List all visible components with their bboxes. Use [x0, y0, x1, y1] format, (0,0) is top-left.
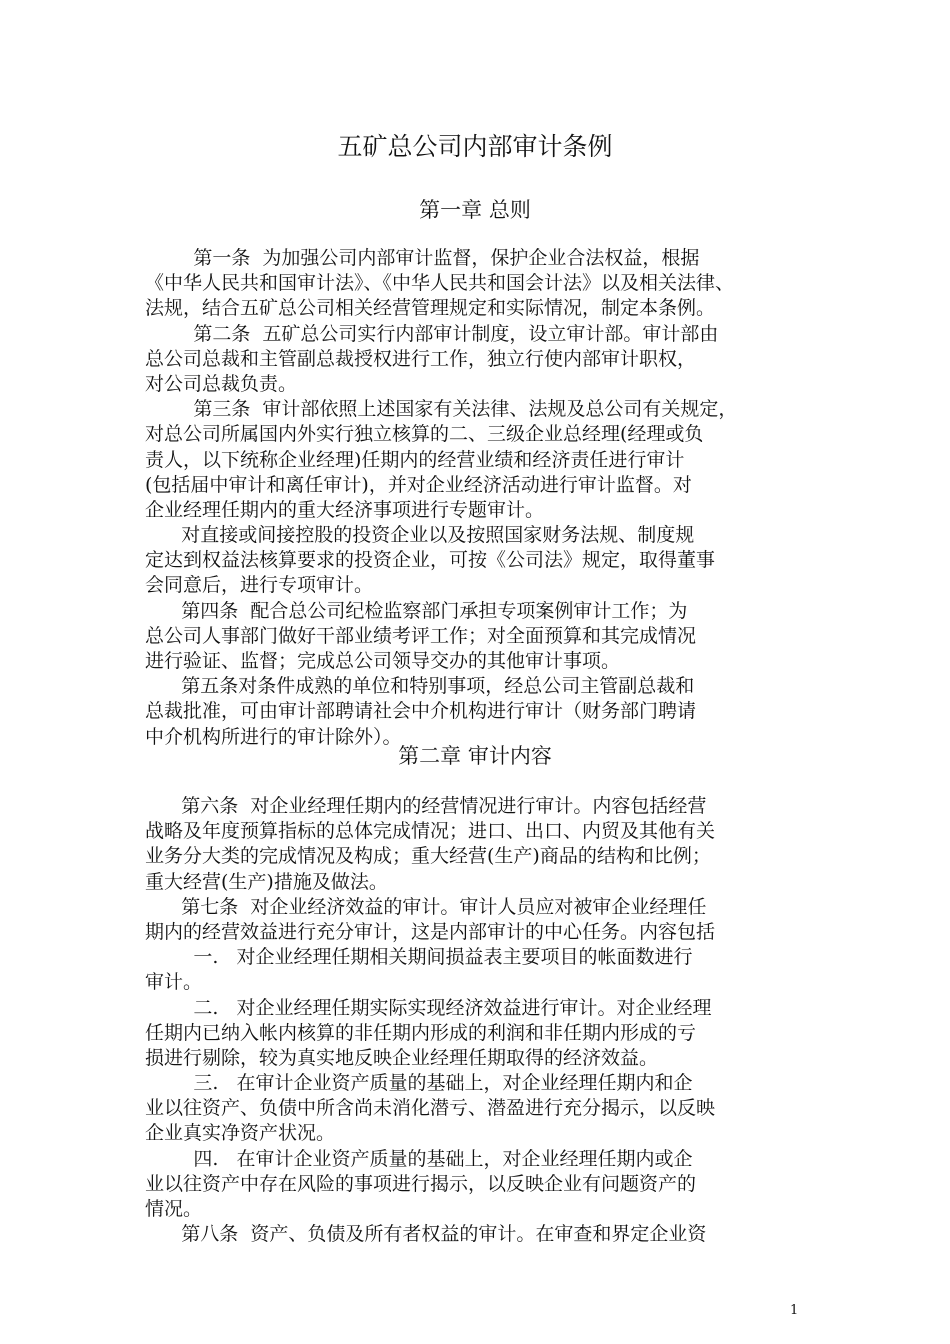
text-line: 第一条 为加强公司内部审计监督，保护企业合法权益，根据 — [145, 247, 700, 269]
chapter-2-body — [145, 794, 815, 1247]
text-line: 第四条 配合总公司纪检监察部门承担专项案例审计工作；为 — [145, 599, 688, 622]
chapter-1-body — [145, 246, 815, 750]
text-line: 第二条 五矿总公司实行内部审计制度，设立审计部。审计部由 — [145, 322, 719, 345]
text-line: 二. 对企业经理任期实际实现经济效益进行审计。对企业经理 — [145, 996, 712, 1019]
text-line: 四. 在审计企业资产质量的基础上，对企业经理任期内或企 — [145, 1147, 693, 1170]
text-line: 进行验证、监督；完成总公司领导交办的其他审计事项。 — [145, 650, 621, 672]
chapter-2-heading: 第二章 审计内容 — [398, 744, 552, 768]
text-line: 总公司人事部门做好干部业绩考评工作；对全面预算和其完成情况 — [145, 624, 697, 647]
text-line: 对总公司所属国内外实行独立核算的二、三级企业总经理(经理或负 — [145, 423, 704, 446]
document-title: 五矿总公司内部审计条例 — [337, 132, 613, 161]
text-line: (包括届中审计和离任审计)，并对企业经济活动进行审计监督。对 — [145, 473, 692, 496]
text-line: 第七条 对企业经济效益的审计。审计人员应对被审企业经理任 — [145, 895, 707, 918]
text-line: 总裁批准，可由审计部聘请社会中介机构进行审计（财务部门聘请 — [145, 700, 697, 723]
text-line: 总公司总裁和主管副总裁授权进行工作，独立行使内部审计职权， — [145, 347, 697, 370]
text-line: 三. 在审计企业资产质量的基础上，对企业经理任期内和企 — [145, 1072, 693, 1095]
text-line: 战略及年度预算指标的总体完成情况；进口、出口、内贸及其他有关 — [145, 820, 716, 843]
text-line: 中介机构所进行的审计除外）。 — [145, 725, 402, 748]
text-line: 法规，结合五矿总公司相关经营管理规定和实际情况，制定本条例。 — [145, 297, 716, 320]
page-number: 1 — [790, 1303, 799, 1318]
text-line: 业务分大类的完成情况及构成；重大经营(生产)商品的结构和比例； — [145, 845, 711, 868]
text-line: 审计。 — [145, 971, 203, 994]
text-line: 业以往资产、负债中所含尚未消化潜亏、潜盈进行充分揭示，以反映 — [145, 1097, 716, 1120]
text-line: 定达到权益法核算要求的投资企业，可按《公司法》规定，取得董事 — [145, 549, 716, 572]
text-line: 责人，以下统称企业经理)任期内的经营业绩和经济责任进行审计 — [145, 448, 685, 471]
text-line: 一. 对企业经理任期相关期间损益表主要项目的帐面数进行 — [145, 946, 693, 969]
text-line: 情况。 — [145, 1198, 203, 1220]
text-line: 任期内已纳入帐内核算的非任期内形成的利润和非任期内形成的亏 — [145, 1021, 697, 1044]
text-line: 第五条对条件成熟的单位和特别事项，经总公司主管副总裁和 — [145, 675, 695, 698]
text-line: 期内的经营效益进行充分审计，这是内部审计的中心任务。内容包括 — [145, 920, 716, 943]
text-line: 损进行剔除，较为真实地反映企业经理任期取得的经济效益。 — [145, 1046, 659, 1069]
text-line: 业以往资产中存在风险的事项进行揭示，以反映企业有问题资产的 — [145, 1172, 697, 1195]
text-line: 对公司总裁负责。 — [145, 372, 298, 395]
text-line: 对直接或间接控股的投资企业以及按照国家财务法规、制度规 — [145, 524, 695, 547]
chapter-1-heading: 第一章 总则 — [419, 198, 531, 222]
text-line: 会同意后，进行专项审计。 — [145, 574, 374, 597]
text-line: 第三条 审计部依照上述国家有关法律、法规及总公司有关规定， — [145, 398, 738, 421]
text-line: 第八条 资产、负债及所有者权益的审计。在审查和界定企业资 — [145, 1223, 707, 1246]
text-line: 企业真实净资产状况。 — [145, 1122, 336, 1145]
text-line: 企业经理任期内的重大经济事项进行专题审计。 — [145, 498, 545, 521]
text-line: 《中华人民共和国审计法》、《中华人民共和国会计法》以及相关法律、 — [145, 272, 735, 295]
text-line: 重大经营(生产)措施及做法。 — [145, 870, 388, 893]
text-line: 第六条 对企业经理任期内的经营情况进行审计。内容包括经营 — [145, 795, 707, 817]
